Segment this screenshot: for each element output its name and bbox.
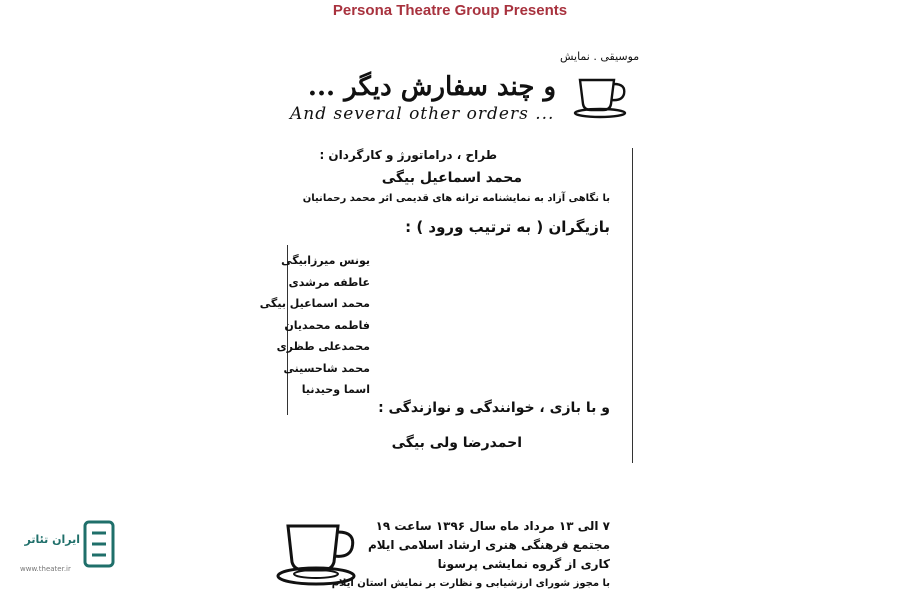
venue: مجتمع فرهنگی هنری ارشاد اسلامی ایلام — [367, 538, 610, 552]
director-name: محمد اسماعیل بیگی — [381, 170, 522, 186]
divider-line — [632, 148, 633, 463]
based-on-note: با نگاهی آزاد به نمایشنامه ترانه های قدیمی اثر محمد رحمانیان — [302, 193, 610, 204]
list-item: محمد شاحسینی — [283, 361, 370, 375]
list-item: فاطمه محمدیان — [284, 318, 370, 332]
theater-logo-icon — [82, 519, 116, 569]
list-item: اسما وحیدنیا — [301, 383, 370, 396]
watermark-name: ایران تئاتر — [24, 533, 80, 546]
permit-note: با مجوز شورای ارزشیابی و نظارت بر نمایش استان ایلام — [331, 578, 610, 589]
title-persian: و چند سفارش دیگر ... — [307, 72, 557, 102]
performance-dates: ۷ الی ۱۳ مرداد ماه سال ۱۳۹۶ ساعت ۱۹ — [375, 519, 610, 533]
list-item: عاطفه مرشدی — [288, 275, 370, 289]
list-item: محمدعلی طظری — [276, 340, 370, 353]
actors-list — [260, 250, 370, 401]
actors-heading: بازیگران ( به ترتیب ورود ) : — [405, 218, 610, 236]
list-item: محمد اسماعیل بیگی — [259, 297, 370, 310]
role-label: طراح ، دراماتورژ و کارگردان : — [319, 148, 497, 162]
coffee-cup-icon — [572, 74, 634, 120]
title-english: And several other orders ... — [290, 104, 555, 124]
footer-info — [332, 517, 610, 593]
presents-header: Persona Theatre Group Presents — [332, 2, 568, 19]
production-credit: کاری از گروه نمایشی پرسونا — [437, 557, 610, 571]
watermark-url: www.theater.ir — [20, 565, 71, 573]
list-item: یونس میرزابیگی — [281, 254, 370, 267]
genre-label: موسیقی . نمایش — [560, 50, 640, 63]
music-heading: و با بازی ، خوانندگی و نوازندگی : — [378, 400, 610, 416]
musician-name: احمدرضا ولی بیگی — [391, 435, 522, 451]
iran-theater-watermark — [20, 515, 118, 583]
